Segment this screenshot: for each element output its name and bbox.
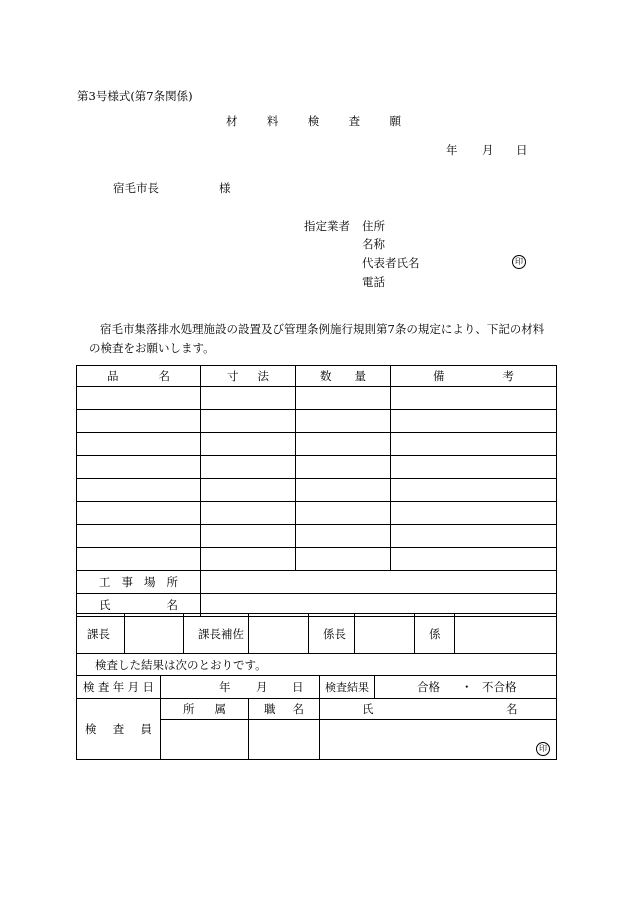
approval-stamp-manager[interactable]	[125, 614, 184, 654]
inspector-label	[77, 699, 161, 760]
inspector-position-header-char: 職	[264, 702, 276, 716]
table-cell[interactable]	[296, 387, 391, 410]
date-day-label: 日	[516, 143, 528, 157]
inspector-label-char: 員	[140, 722, 152, 736]
table-cell[interactable]	[201, 525, 296, 548]
table-cell[interactable]	[296, 456, 391, 479]
site-name-label-char: 名	[166, 598, 178, 612]
inspector-position-field[interactable]	[249, 720, 320, 760]
site-location-label-char: 場	[144, 575, 156, 589]
table-cell[interactable]	[201, 479, 296, 502]
table-cell[interactable]	[201, 433, 296, 456]
table-cell[interactable]	[296, 502, 391, 525]
inspector-label-char: 査	[112, 722, 125, 736]
request-text-line1: 宿毛市集落排水処理施設の設置及び管理条例施行規則第7条の規定により、下記の材料	[100, 322, 545, 336]
date-month-label: 月	[482, 143, 494, 157]
document-title-char: 検	[307, 114, 320, 128]
inspection-date-label-char: 査	[97, 680, 110, 694]
materials-header-2-char: 数	[320, 369, 332, 383]
table-cell[interactable]	[296, 410, 391, 433]
table-row	[77, 479, 557, 502]
approval-label-staff: 係	[415, 614, 455, 654]
table-row	[77, 502, 557, 525]
inspector-affiliation-header	[161, 699, 249, 720]
inspection-date-label-char: 月	[127, 680, 140, 694]
table-cell[interactable]	[77, 433, 201, 456]
approval-label-deputy: 課長補佐	[184, 614, 249, 654]
inspection-date-label	[77, 676, 161, 699]
table-cell[interactable]	[391, 548, 557, 571]
site-location-label-char: 所	[166, 575, 178, 589]
inspector-name-header-b: 名	[506, 702, 518, 716]
table-cell[interactable]	[296, 548, 391, 571]
inspector-affiliation-field[interactable]	[161, 720, 249, 760]
document-title-char: 料	[266, 114, 279, 128]
inspector-table	[76, 698, 557, 760]
header-cell-quantity	[296, 366, 391, 387]
applicant-phone-label: 電話	[362, 275, 385, 289]
table-cell[interactable]	[391, 433, 557, 456]
header-cell-size	[201, 366, 296, 387]
applicant-address-label: 住所	[362, 219, 385, 233]
inspector-affiliation-header-char: 所	[183, 702, 195, 716]
site-location-field[interactable]	[201, 571, 557, 594]
approval-stamp-deputy[interactable]	[249, 614, 309, 654]
materials-header-3-char: 考	[502, 369, 514, 383]
inspector-label-char: 検	[85, 722, 97, 736]
table-cell[interactable]	[201, 456, 296, 479]
table-cell[interactable]	[391, 479, 557, 502]
materials-header-3-char: 備	[433, 369, 445, 383]
materials-header-0-char: 品	[107, 369, 119, 383]
table-cell[interactable]	[77, 479, 201, 502]
table-cell[interactable]	[391, 456, 557, 479]
table-row	[77, 525, 557, 548]
site-name-label-char: 氏	[99, 598, 111, 612]
table-cell[interactable]	[391, 410, 557, 433]
table-cell[interactable]	[391, 502, 557, 525]
materials-header-row	[77, 366, 557, 387]
result-options	[375, 676, 557, 699]
table-cell[interactable]	[201, 410, 296, 433]
applicant-representative-label: 代表者氏名	[362, 256, 420, 270]
inspection-day-label: 日	[292, 680, 304, 694]
materials-table	[76, 365, 557, 617]
inspection-result-table	[76, 653, 557, 699]
addressee: 宿毛市長	[113, 181, 159, 195]
inspector-position-header	[249, 699, 320, 720]
header-cell-item	[77, 366, 201, 387]
addressee-honorific: 様	[219, 181, 231, 195]
table-cell[interactable]	[201, 548, 296, 571]
approval-label-manager: 課長	[77, 614, 125, 654]
table-row	[77, 433, 557, 456]
inspection-date-label-char: 検	[83, 680, 95, 694]
table-cell[interactable]	[391, 387, 557, 410]
result-pass-option[interactable]: 合格	[417, 680, 440, 694]
document-title-char: 材	[226, 114, 238, 128]
site-location-label	[77, 571, 201, 594]
applicant-role-label: 指定業者	[304, 219, 350, 233]
table-cell[interactable]	[296, 433, 391, 456]
inspector-affiliation-header-char: 属	[214, 702, 226, 716]
materials-header-0-char: 名	[158, 369, 170, 383]
form-number: 第3号様式(第7条関係)	[77, 89, 193, 103]
table-row	[77, 387, 557, 410]
request-text-line2: の検査をお願いします。	[89, 341, 215, 355]
table-cell[interactable]	[391, 525, 557, 548]
site-location-label-char: 工	[99, 575, 111, 589]
date-year-label: 年	[446, 143, 458, 157]
approval-table	[76, 613, 557, 654]
approval-label-chief: 係長	[309, 614, 355, 654]
inspector-seal-icon: 印	[536, 742, 550, 756]
table-cell[interactable]	[77, 410, 201, 433]
inspector-name-header-a: 氏	[362, 702, 374, 716]
site-location-label-char: 事	[121, 575, 133, 589]
table-row	[77, 548, 557, 571]
applicant-seal-icon: 印	[512, 255, 526, 269]
document-title	[226, 113, 401, 129]
result-note: 検査した結果は次のとおりです。	[77, 654, 557, 676]
inspection-date-label-char: 日	[142, 680, 154, 694]
result-label: 検査結果	[320, 676, 375, 699]
applicant-name-label: 名称	[362, 237, 385, 251]
materials-header-2-char: 量	[354, 369, 366, 383]
document-title-char: 査	[348, 114, 361, 128]
inspector-position-header-char: 名	[292, 702, 304, 716]
table-cell[interactable]	[201, 387, 296, 410]
result-separator: ・	[461, 680, 473, 694]
table-row	[77, 456, 557, 479]
inspection-month-label: 月	[256, 680, 268, 694]
approval-stamp-chief[interactable]	[355, 614, 415, 654]
table-row	[77, 410, 557, 433]
inspector-name-field[interactable]	[320, 720, 557, 760]
table-cell[interactable]	[77, 525, 201, 548]
table-cell[interactable]	[296, 525, 391, 548]
materials-header-1-char: 寸	[227, 369, 239, 383]
table-cell[interactable]	[77, 456, 201, 479]
result-fail-option[interactable]: 不合格	[482, 680, 517, 694]
inspection-date-field[interactable]	[161, 676, 320, 699]
inspection-date-label-char: 年	[112, 680, 125, 694]
header-cell-remarks	[391, 366, 557, 387]
inspection-year-label: 年	[219, 680, 231, 694]
table-cell[interactable]	[77, 502, 201, 525]
table-cell[interactable]	[77, 548, 201, 571]
materials-header-1-char: 法	[257, 369, 269, 383]
inspector-name-header	[320, 699, 557, 720]
document-title-char: 願	[389, 114, 401, 128]
approval-stamp-staff[interactable]	[455, 614, 557, 654]
table-cell[interactable]	[77, 387, 201, 410]
table-cell[interactable]	[201, 502, 296, 525]
table-cell[interactable]	[296, 479, 391, 502]
site-location-row	[77, 571, 557, 594]
